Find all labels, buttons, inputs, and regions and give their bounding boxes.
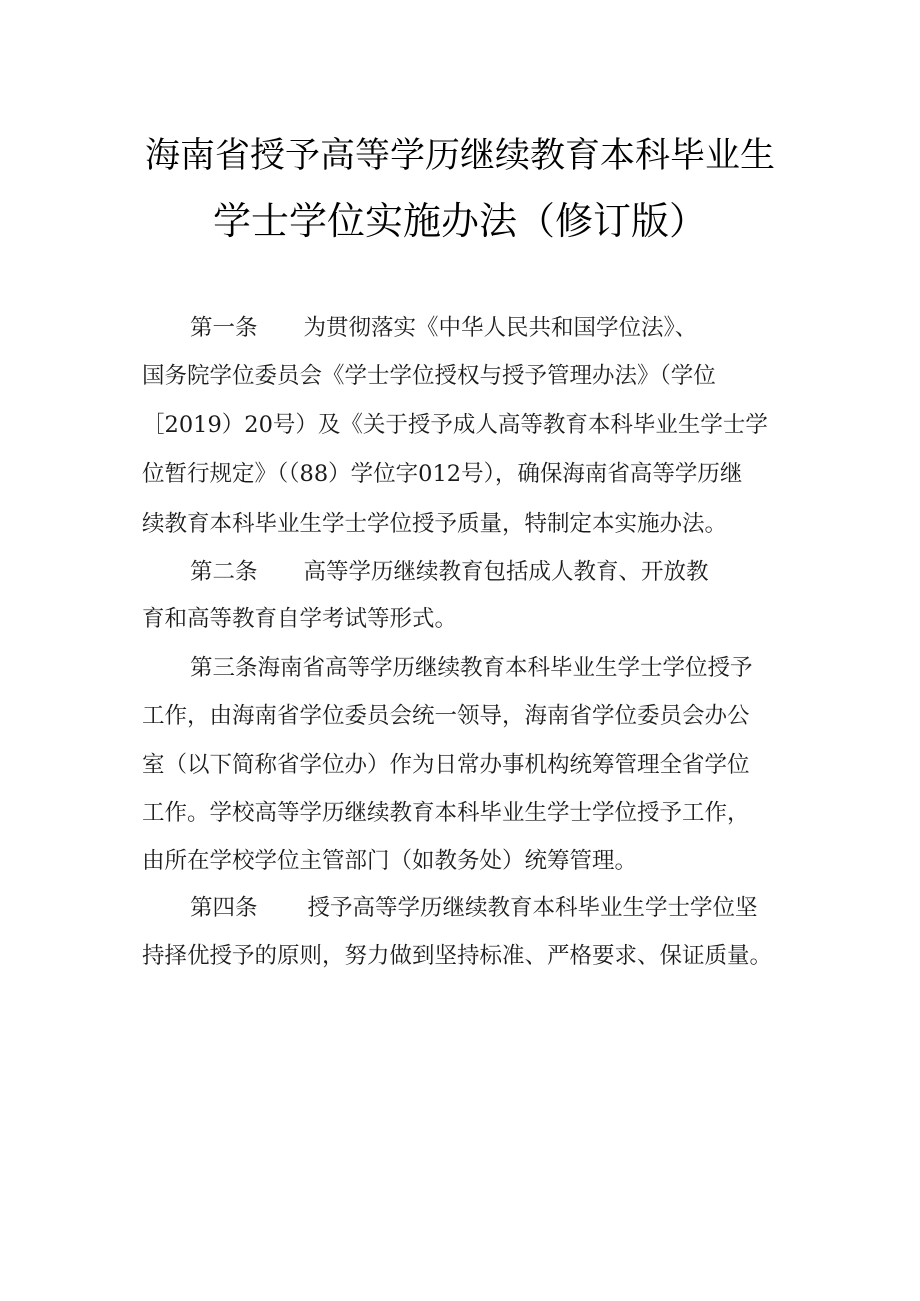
article-1-line-4: 位暂行规定》（（88）学位字012号），确保海南省高等学历继 bbox=[142, 461, 743, 487]
title-text: 海南省授予高等学历继续教育本科毕业生 bbox=[144, 136, 775, 176]
article-4-first-line bbox=[190, 890, 758, 922]
article-3-line-3: 室（以下简称省学位办）作为日常办事机构统筹管理全省学位 bbox=[142, 752, 750, 778]
article-2-first-line bbox=[190, 554, 709, 586]
title-text: 学士学位实施办法（修订版） bbox=[212, 199, 707, 243]
article-4-line-2: 持择优授予的原则，努力做到坚持标准、严格要求、保证质量。 bbox=[142, 943, 773, 969]
article-1-first-line bbox=[190, 310, 697, 342]
article-2-line-1: 高等学历继续教育包括成人教育、开放教 bbox=[303, 559, 709, 585]
article-3-label: 第三条 bbox=[190, 655, 258, 681]
article-3-line-5: 由所在学校学位主管部门（如教务处）统筹管理。 bbox=[142, 848, 638, 874]
article-2-label: 第二条 bbox=[190, 559, 258, 585]
article-4-label: 第四条 bbox=[190, 895, 258, 921]
article-3-line-1: 海南省高等学历继续教育本科毕业生学士学位授予 bbox=[257, 655, 753, 681]
article-1-line-5: 续教育本科毕业生学士学位授予质量，特制定本实施办法。 bbox=[142, 511, 728, 537]
article-3-first-line bbox=[190, 650, 753, 682]
article-1-label: 第一条 bbox=[190, 315, 258, 341]
article-3-line-4: 工作。学校高等学历继续教育本科毕业生学士学位授予工作， bbox=[142, 800, 750, 826]
article-1-line-2: 国务院学位委员会《学士学位授权与授予管理办法》（学位 bbox=[142, 363, 716, 389]
document-title-line-2 bbox=[0, 190, 920, 245]
article-1-line-1: 为贯彻落实《中华人民共和国学位法》、 bbox=[303, 315, 698, 341]
article-1-line-3: ［2019）20号）及《关于授予成人高等教育本科毕业生学士学 bbox=[142, 412, 768, 438]
document-title-line-1 bbox=[0, 128, 920, 178]
article-3-line-2: 工作，由海南省学位委员会统一领导，海南省学位委员会办公 bbox=[142, 703, 750, 729]
article-4-line-1: 授予高等学历继续教育本科毕业生学士学位坚 bbox=[307, 895, 758, 921]
article-2-line-2: 育和高等教育自学考试等形式。 bbox=[142, 606, 458, 632]
